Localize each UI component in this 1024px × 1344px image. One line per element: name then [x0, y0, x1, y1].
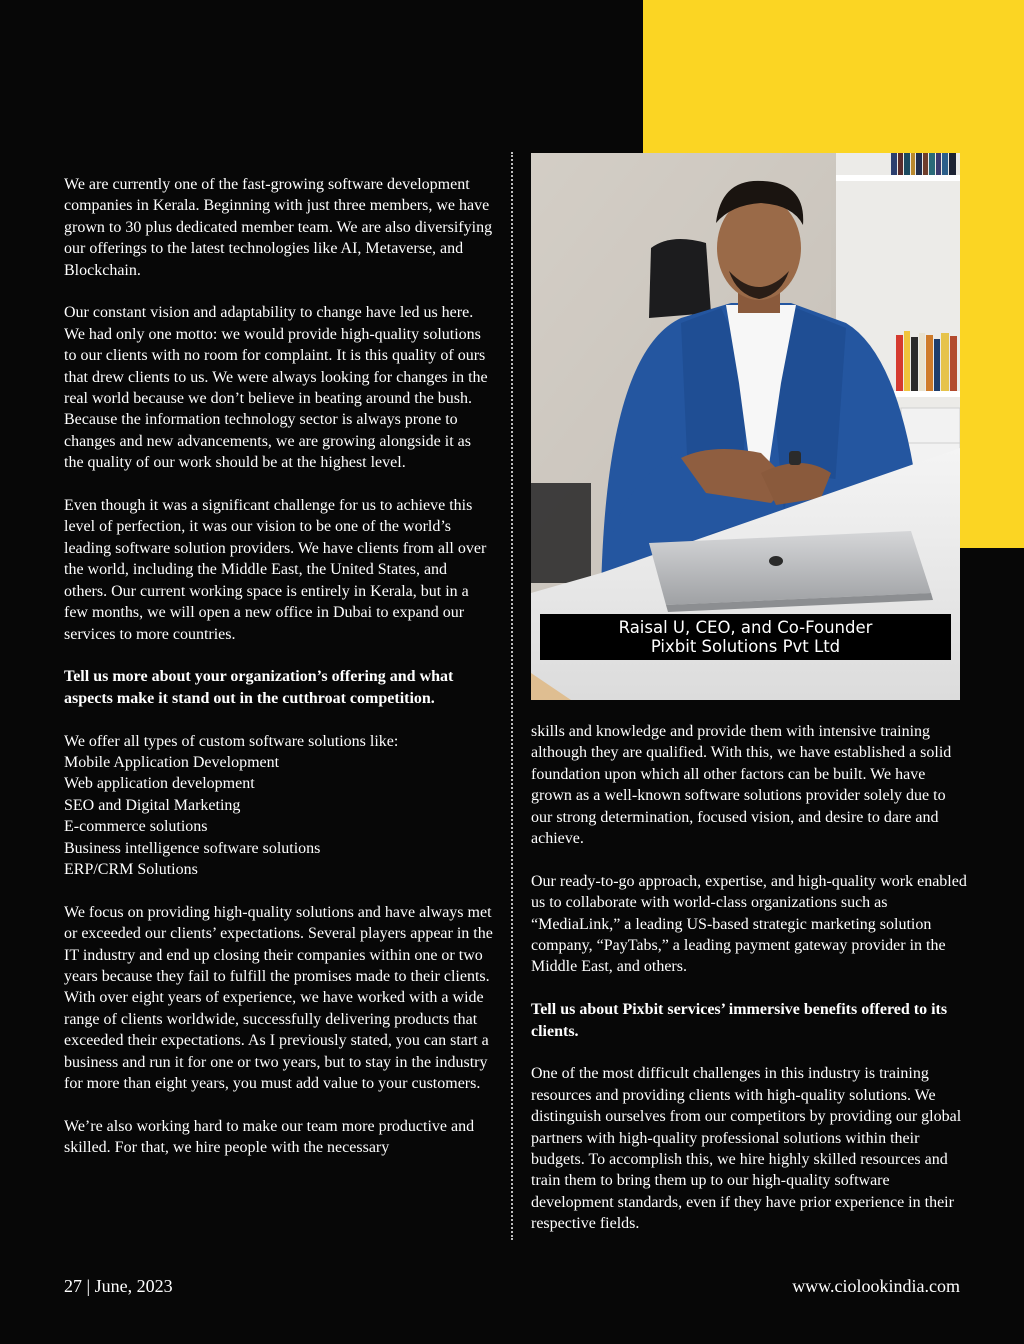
left-column	[64, 174, 494, 1180]
paragraph: We’re also working hard to make our team more productive and skilled. For that, we hire people with the necessary	[64, 1117, 475, 1157]
paragraph: Our constant vision and adaptability to change have led us here. We had only one motto: we would provide high-quality solutions to our clients with no room for complaint. It is this quality of ours that drew clients to us. We were always looking for changes in the real world because we don’t believe in beating around the bush. Because the information technology sector is always prone to changes and new advancements, we are growing alongside it as the quality of our work should be at the highest level.	[64, 304, 488, 472]
interview-question: Tell us about Pixbit services’ immersive benefits offered to its clients.	[531, 1001, 948, 1040]
paragraph: One of the most difficult challenges in this industry is training resources and providing clients with high-quality solutions. We distinguish ourselves from our competitors by providing our global partners with high-quality professional solutions within their budgets. To accomplish this, we hire highly skilled resources and train them to bring them up to our high-quality software development standards, even if they have prior experience in their respective fields.	[531, 1065, 962, 1233]
list-item: ERP/CRM Solutions	[64, 860, 198, 878]
list-item: Business intelligence software solutions	[64, 839, 321, 857]
paragraph: We focus on providing high-quality solutions and have always met or exceeded our clients’ expectations. Several players appear in the IT industry and end up closing their companies within one or two years because they fail to fulfill the promises made to their clients. With over eight years of experience, we have worked with a wide range of clients worldwide, successfully delivering products that exceeded their expectations. As I previously stated, you can start a business and run it for one or two years, but to stay in the industry for more than eight years, you must add value to your customers.	[64, 903, 493, 1092]
paragraph: skills and knowledge and provide them with intensive training although they are qualified. With this, we have established a solid foundation upon which all other factors can be built. We have grown as a well-known software solutions provider solely due to our strong determination, focused vision, and desire to dare and achieve.	[531, 723, 952, 848]
caption-name: Raisal U, CEO, and Co-Founder	[618, 618, 873, 637]
ceo-photo	[531, 153, 960, 700]
right-column	[531, 721, 967, 1256]
page-number-date: 27 | June, 2023	[64, 1276, 173, 1296]
list-item: E-commerce solutions	[64, 818, 208, 836]
paragraph: Our ready-to-go approach, expertise, and high-quality work enabled us to collaborate with world-class organizations such as “MediaLink,” a leading US-based strategic marketing solution company, “PayTabs,” a leading payment gateway provider in the Middle East, and others.	[531, 872, 967, 976]
website-link[interactable]: www.ciolookindia.com	[792, 1276, 960, 1296]
list-intro: We offer all types of custom software solutions like:	[64, 732, 399, 750]
interview-question: Tell us more about your organization’s offering and what aspects make it stand out in the cutthroat competition.	[64, 668, 454, 707]
paragraph: We are currently one of the fast-growing software development companies in Kerala. Beginning with just three members, we have grown to 30 plus dedicated member team. We are also diversifying our offerings to the latest technologies like AI, Metaverse, and Blockchain.	[64, 176, 493, 279]
services-list	[64, 731, 494, 881]
column-divider	[511, 152, 513, 1240]
caption-company: Pixbit Solutions Pvt Ltd	[650, 637, 841, 656]
photo-caption	[540, 614, 951, 660]
paragraph: Even though it was a significant challenge for us to achieve this level of perfection, it was our vision to be one of the world’s leading software solution providers. We have clients from all over the world, including the Middle East, the United States, and others. Our current working space is entirely in Kerala, but in a few months, we will open a new office in Dubai to expand our services to more countries.	[64, 497, 487, 643]
list-item: Web application development	[64, 775, 255, 793]
list-item: SEO and Digital Marketing	[64, 796, 241, 814]
list-item: Mobile Application Development	[64, 753, 280, 771]
